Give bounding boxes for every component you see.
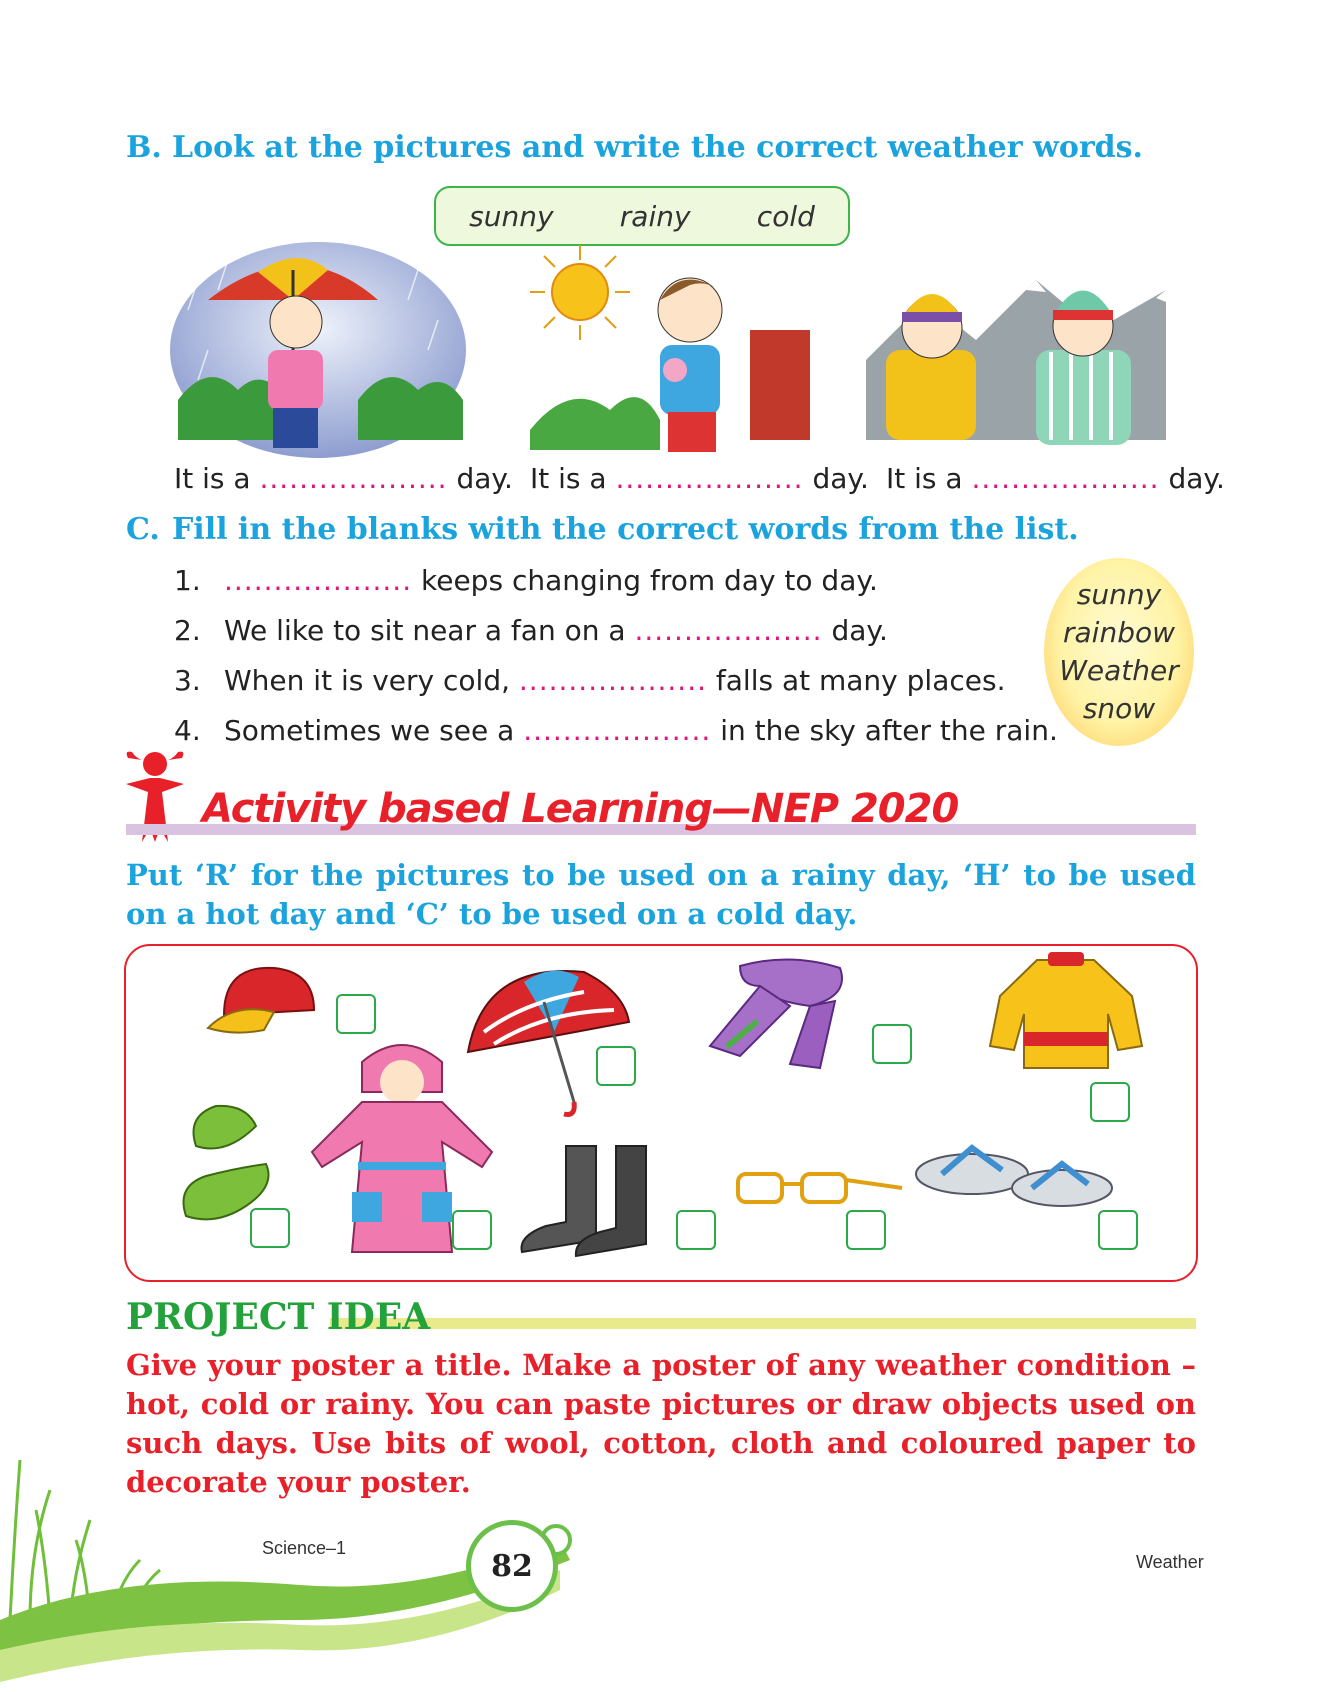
word-list-item: sunny [1076,578,1162,611]
answer-blank[interactable]: ................... [523,714,712,747]
answer-checkbox[interactable] [676,1210,716,1250]
section-b-letter: B. [126,130,162,165]
answer-blank[interactable]: ................... [615,462,804,495]
word-option: rainy [619,199,691,233]
section-b-heading [126,130,1143,165]
sweater-icon [982,946,1150,1076]
answer-blank[interactable]: ................... [518,664,707,697]
project-title: PROJECT IDEA [126,1296,431,1338]
word-list-item: rainbow [1063,616,1175,649]
sentence-1: It is a ................... day. [174,462,513,495]
answer-blank[interactable]: ................... [971,462,1160,495]
section-c-heading [126,512,1079,547]
sentence-3: It is a ................... day. [886,462,1225,495]
rainy-boy-picture [168,240,468,460]
answer-checkbox[interactable] [1098,1210,1138,1250]
answer-checkbox[interactable] [250,1208,290,1248]
fill-item-1: 1. ................... keeps changing from day to day. [174,564,878,597]
sentence-2: It is a ................... day. [530,462,869,495]
answer-checkbox[interactable] [872,1024,912,1064]
answer-checkbox[interactable] [1090,1082,1130,1122]
activity-title: Activity based Learning—NEP 2020 [202,786,959,832]
slippers-icon [912,1134,1116,1212]
section-b-instruction: Look at the pictures and write the correct weather words. [172,130,1143,165]
footer-book-name: Science–1 [262,1538,347,1558]
section-c-instruction: Fill in the blanks with the correct words from the list. [172,512,1079,547]
page-number: 82 [466,1520,558,1612]
answer-checkbox[interactable] [846,1210,886,1250]
sunny-boy-picture [520,240,820,460]
project-title-bar [330,1318,1196,1329]
answer-blank[interactable]: ................... [634,614,823,647]
cold-children-picture [866,240,1166,460]
fill-item-3: 3. When it is very cold, ................... falls at many places. [174,664,1006,697]
word-option: sunny [469,199,554,233]
activity-instruction: Put ‘R’ for the pictures to be used on a rainy day, ‘H’ to be used on a hot day and ‘C’ to be used on a cold day. [126,858,1196,931]
fill-item-2: 2. We like to sit near a fan on a ................... day. [174,614,888,647]
scarf-icon [700,956,860,1076]
word-list-item: snow [1082,692,1156,725]
fill-item-4: 4. Sometimes we see a ................... in the sky after the rain. [174,714,1058,747]
cap-icon [204,960,324,1040]
word-option: cold [756,199,815,233]
answer-checkbox[interactable] [596,1046,636,1086]
word-list-oval [1044,558,1194,746]
answer-checkbox[interactable] [452,1210,492,1250]
gumboots-icon [516,1140,662,1260]
footer-chapter: Weather [1136,1552,1204,1572]
sunglasses-icon [732,1162,906,1212]
answer-blank[interactable]: ................... [259,462,448,495]
answer-checkbox[interactable] [336,994,376,1034]
section-c-letter: C. [126,512,160,547]
word-list-item: Weather [1059,654,1179,687]
answer-blank[interactable]: ................... [224,564,413,597]
project-text: Give your poster a title. Make a poster of any weather condition – hot, cold or rainy. You can paste pictures or draw objects used on such days. Use bits of wool, cotton, cloth and coloured paper to decorate your poster. [126,1348,1196,1499]
word-options-box [434,186,850,246]
